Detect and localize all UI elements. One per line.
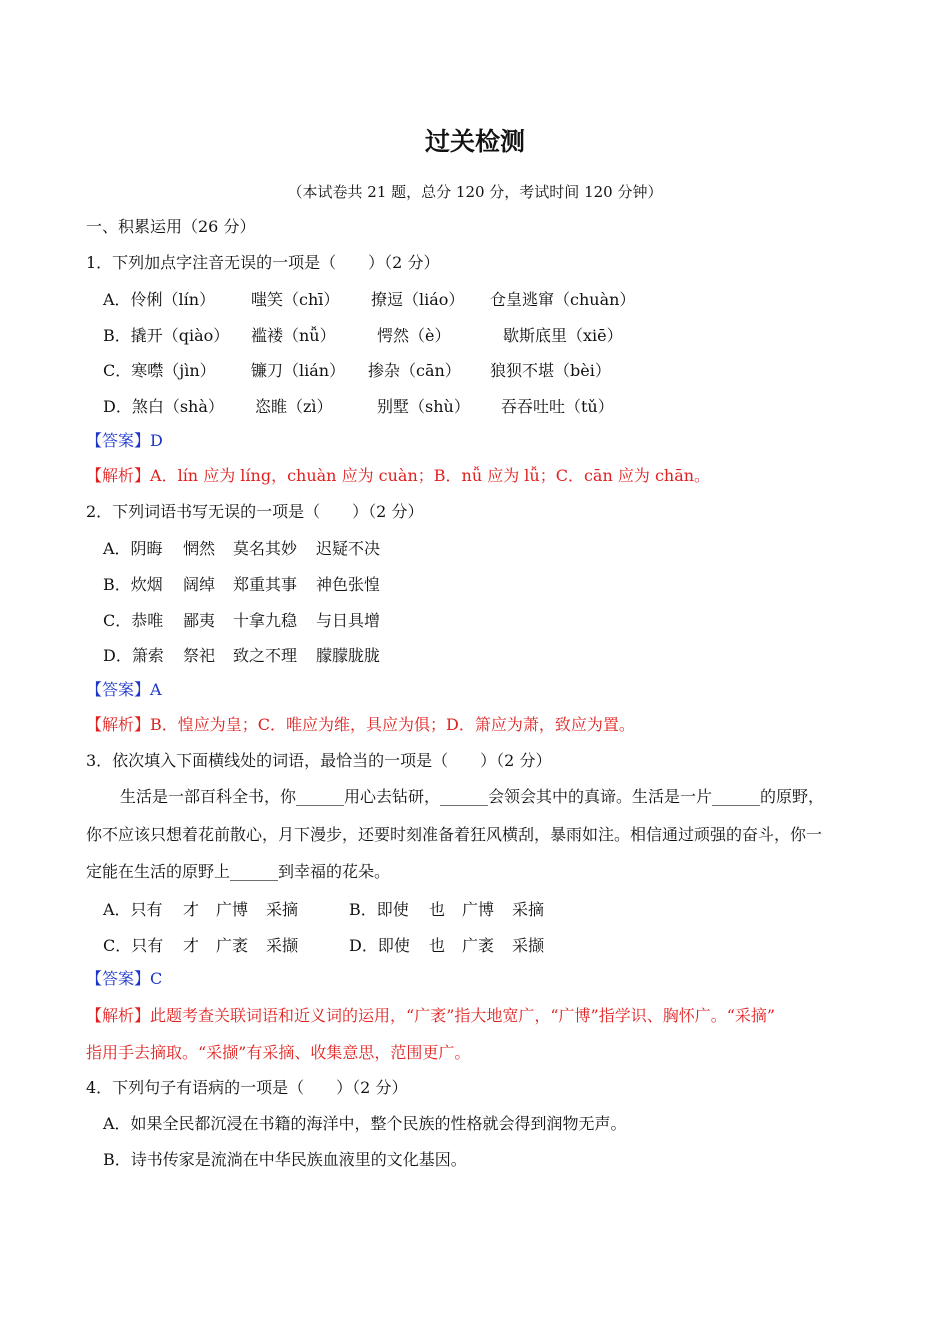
answer-value: D bbox=[150, 431, 163, 450]
q1-option-c-2: 镰刀（lián） bbox=[251, 361, 346, 380]
q1-option-d-4: 吞吞吐吐（tǔ） bbox=[501, 397, 614, 416]
q3-option-a-4: 采摘 bbox=[266, 900, 299, 919]
q3-option-b-4: 采摘 bbox=[512, 900, 545, 919]
q1-option-a-3: 撩逗（liáo） bbox=[371, 290, 465, 309]
q1-option-b-4: 歇斯底里（xiē） bbox=[503, 326, 623, 345]
q1-option-b-2: 褴褛（nǚ） bbox=[251, 326, 336, 345]
q2-analysis bbox=[86, 714, 635, 736]
q3-option-d-1: D．即使 bbox=[349, 936, 410, 955]
q2-option-d-2: 祭祀 bbox=[183, 646, 216, 665]
question-1-stem: 1．下列加点字注音无误的一项是（ ）（2 分） bbox=[86, 253, 440, 272]
analysis-label: 【解析】 bbox=[86, 715, 151, 734]
q2-option-d-3: 致之不理 bbox=[233, 646, 298, 665]
exam-info: （本试卷共 21 题，总分 120 分，考试时间 120 分钟） bbox=[287, 183, 663, 201]
q3-option-a-2: 才 bbox=[183, 900, 200, 919]
q2-option-a-2: 惘然 bbox=[183, 539, 216, 558]
analysis-label: 【解析】 bbox=[86, 466, 151, 485]
q2-option-b-1: B．炊烟 bbox=[103, 575, 163, 594]
q3-answer bbox=[86, 968, 162, 990]
q2-option-d-1: D．箫索 bbox=[103, 646, 164, 665]
q3-option-d-3: 广袤 bbox=[462, 936, 495, 955]
q2-answer bbox=[86, 679, 162, 701]
question-4-stem: 4．下列句子有语病的一项是（ ）（2 分） bbox=[86, 1078, 408, 1097]
q3-option-c-2: 才 bbox=[183, 936, 200, 955]
q2-option-b-2: 阔绰 bbox=[183, 575, 216, 594]
q1-option-c-4: 狼狈不堪（bèi） bbox=[490, 361, 611, 380]
q2-option-c-3: 十拿九稳 bbox=[233, 611, 298, 630]
q1-option-a-1: A．伶俐（lín） bbox=[103, 290, 216, 309]
q1-option-c-1: C．寒噤（jìn） bbox=[103, 361, 216, 380]
q2-option-c-2: 鄙夷 bbox=[183, 611, 216, 630]
q2-option-c-1: C．恭唯 bbox=[103, 611, 164, 630]
answer-label: 【答案】 bbox=[86, 680, 151, 699]
section-heading: 一、积累运用（26 分） bbox=[86, 217, 256, 236]
q1-option-a-2: 嗤笑（chī） bbox=[251, 290, 340, 309]
q1-analysis bbox=[86, 465, 710, 487]
answer-value: C bbox=[150, 969, 163, 988]
q3-option-c-3: 广袤 bbox=[216, 936, 249, 955]
q3-passage-line-1: 生活是一部百科全书，你______用心去钻研，______会领会其中的真谛。生活是一片______的原野， bbox=[120, 787, 825, 806]
q2-option-a-1: A．阴晦 bbox=[103, 539, 163, 558]
analysis-text: A．lín 应为 líng，chuàn 应为 cuàn；B．nǚ 应为 lǚ；C．cān 应为 chān。 bbox=[150, 466, 711, 485]
q3-passage-line-2: 你不应该只想着花前散心，月下漫步，还要时刻准备着狂风横刮，暴雨如注。相信通过顽强的奋斗，你一 bbox=[86, 825, 823, 844]
q1-answer bbox=[86, 430, 163, 452]
answer-value: A bbox=[150, 680, 162, 699]
question-3-stem: 3．依次填入下面横线处的词语，最恰当的一项是（ ）（2 分） bbox=[86, 751, 552, 770]
q1-option-d-3: 别墅（shù） bbox=[377, 397, 470, 416]
q3-passage-line-3: 定能在生活的原野上______到幸福的花朵。 bbox=[86, 862, 391, 881]
q3-option-c-1: C．只有 bbox=[103, 936, 164, 955]
q1-option-b-1: B．撬开（qiào） bbox=[103, 326, 230, 345]
q3-option-c-4: 采撷 bbox=[266, 936, 299, 955]
q2-option-a-4: 迟疑不决 bbox=[316, 539, 381, 558]
q3-option-b-2: 也 bbox=[429, 900, 446, 919]
page-title: 过关检测 bbox=[424, 127, 525, 156]
q2-option-b-3: 郑重其事 bbox=[233, 575, 298, 594]
q1-option-d-2: 恣睢（zì） bbox=[255, 397, 333, 416]
q2-option-c-4: 与日具增 bbox=[316, 611, 381, 630]
q2-option-b-4: 神色张惶 bbox=[316, 575, 381, 594]
q3-option-d-2: 也 bbox=[429, 936, 446, 955]
analysis-label: 【解析】 bbox=[86, 1006, 151, 1025]
q3-option-b-3: 广博 bbox=[462, 900, 495, 919]
q1-option-a-4: 仓皇逃窜（chuàn） bbox=[490, 290, 636, 309]
q3-option-b-1: B．即使 bbox=[349, 900, 409, 919]
analysis-text: B．惶应为皇；C．唯应为维，具应为俱；D．箫应为萧，致应为置。 bbox=[150, 715, 635, 734]
q2-option-a-3: 莫名其妙 bbox=[233, 539, 298, 558]
q3-analysis-line-1 bbox=[86, 1005, 775, 1027]
answer-label: 【答案】 bbox=[86, 431, 151, 450]
q1-option-b-3: 愕然（è） bbox=[377, 326, 451, 345]
q3-option-a-3: 广博 bbox=[216, 900, 249, 919]
q3-option-a-1: A．只有 bbox=[103, 900, 163, 919]
q4-option-a: A．如果全民都沉浸在书籍的海洋中，整个民族的性格就会得到润物无声。 bbox=[103, 1114, 627, 1133]
q3-option-d-4: 采撷 bbox=[512, 936, 545, 955]
q4-option-b: B．诗书传家是流淌在中华民族血液里的文化基因。 bbox=[103, 1150, 467, 1169]
q3-analysis-line-2: 指用手去摘取。“采撷”有采摘、收集意思，范围更广。 bbox=[86, 1043, 471, 1062]
question-2-stem: 2．下列词语书写无误的一项是（ ）（2 分） bbox=[86, 502, 424, 521]
answer-label: 【答案】 bbox=[86, 969, 151, 988]
q1-option-c-3: 掺杂（cān） bbox=[368, 361, 461, 380]
q1-option-d-1: D．煞白（shà） bbox=[103, 397, 224, 416]
q2-option-d-4: 朦朦胧胧 bbox=[316, 646, 381, 665]
analysis-text: 此题考查关联词语和近义词的运用，“广袤”指大地宽广，“广博”指学识、胸怀广。“采摘” bbox=[150, 1006, 776, 1025]
